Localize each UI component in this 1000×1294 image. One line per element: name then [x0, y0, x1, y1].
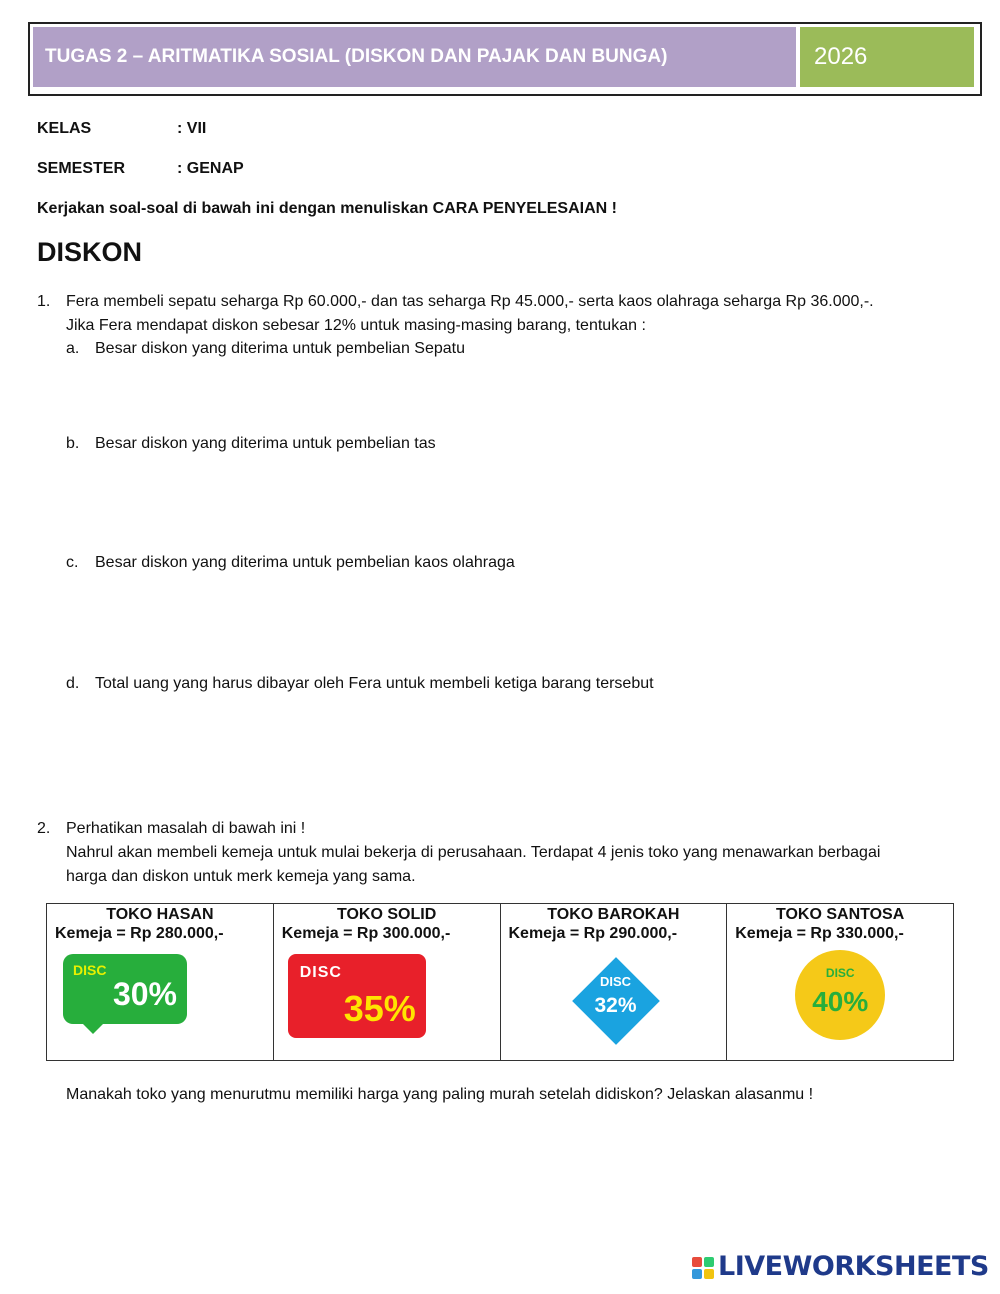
- store-cell-hasan: [47, 904, 274, 1061]
- disc-label: DISC: [73, 962, 107, 978]
- kelas-label: KELAS: [37, 120, 92, 137]
- store-price: Kemeja = Rp 300.000,-: [281, 925, 451, 942]
- semester-label: SEMESTER: [37, 160, 126, 177]
- store-price: Kemeja = Rp 280.000,-: [55, 925, 224, 942]
- part-letter: a.: [66, 340, 80, 357]
- question-number: 2.: [37, 820, 51, 837]
- disc-percent: 40%: [812, 986, 869, 1017]
- store-name: TOKO BAROKAH: [547, 906, 680, 923]
- store-price: Kemeja = Rp 330.000,-: [735, 925, 904, 942]
- disc-percent: 35%: [343, 988, 416, 1029]
- discount-badge-blue: [571, 952, 661, 1052]
- question-text-line: harga dan diskon untuk merk kemeja yang sama.: [66, 868, 416, 885]
- question-text-line: Nahrul akan membeli kemeja untuk mulai bekerja di perusahaan. Terdapat 4 jenis toko yang menawarkan berbagai: [66, 844, 881, 861]
- store-cell-solid: [273, 904, 500, 1061]
- question-text-line: Jika Fera mendapat diskon sebesar 12% untuk masing-masing barang, tentukan :: [66, 317, 646, 334]
- disc-label: DISC: [599, 974, 632, 989]
- part-text: Besar diskon yang diterima untuk pembelian kaos olahraga: [95, 554, 515, 571]
- part-text: Besar diskon yang diterima untuk pembelian tas: [95, 435, 436, 452]
- store-table: [46, 903, 954, 1061]
- section-title: DISKON: [37, 237, 143, 267]
- discount-badge-red: [288, 954, 426, 1038]
- part-letter: c.: [66, 554, 79, 571]
- semester-value: : GENAP: [177, 160, 244, 177]
- part-letter: d.: [66, 675, 80, 692]
- store-name: TOKO SOLID: [336, 906, 437, 923]
- logo-mark-icon: [692, 1257, 714, 1279]
- question-1b: [66, 435, 436, 453]
- kelas-row: [37, 120, 206, 138]
- discount-badge-green: [63, 954, 187, 1024]
- disc-label: DISC: [299, 964, 342, 981]
- question-1c: [66, 554, 515, 572]
- question-1: [37, 290, 987, 340]
- store-name: TOKO SANTOSA: [775, 906, 905, 923]
- question-number: 1.: [37, 293, 51, 310]
- closing-question: Manakah toko yang menurutmu memiliki harga yang paling murah setelah didiskon? Jelaskan alasanmu !: [66, 1086, 814, 1103]
- part-letter: b.: [66, 435, 80, 452]
- store-name: TOKO HASAN: [106, 906, 214, 923]
- instruction: Kerjakan soal-soal di bawah ini dengan menuliskan CARA PENYELESAIAN !: [37, 200, 617, 217]
- part-text: Total uang yang harus dibayar oleh Fera untuk membeli ketiga barang tersebut: [95, 675, 654, 692]
- disc-label: DISC: [825, 966, 855, 980]
- discount-badge-yellow: [795, 950, 885, 1040]
- header-year: 2026: [800, 27, 974, 87]
- disc-percent: 30%: [112, 976, 177, 1012]
- question-text-line: Fera membeli sepatu seharga Rp 60.000,- dan tas seharga Rp 45.000,- serta kaos olahraga seharga Rp 36.000,-.: [66, 293, 874, 310]
- part-text: Besar diskon yang diterima untuk pembelian Sepatu: [95, 340, 465, 357]
- question-1d: [66, 675, 654, 693]
- store-cell-barokah: [500, 904, 727, 1061]
- store-price: Kemeja = Rp 290.000,-: [508, 925, 678, 942]
- semester-row: [37, 160, 244, 178]
- question-text-line: Perhatikan masalah di bawah ini !: [66, 820, 306, 837]
- question-2: [37, 817, 987, 892]
- disc-percent: 32%: [594, 994, 637, 1017]
- worksheet-header: [28, 22, 982, 96]
- header-title: TUGAS 2 – ARITMATIKA SOSIAL (DISKON DAN PAJAK DAN BUNGA): [33, 27, 796, 87]
- question-1a: [66, 340, 465, 358]
- kelas-value: : VII: [177, 120, 207, 137]
- logo-text: LIVEWORKSHEETS: [718, 1251, 989, 1282]
- store-cell-santosa: [727, 904, 954, 1061]
